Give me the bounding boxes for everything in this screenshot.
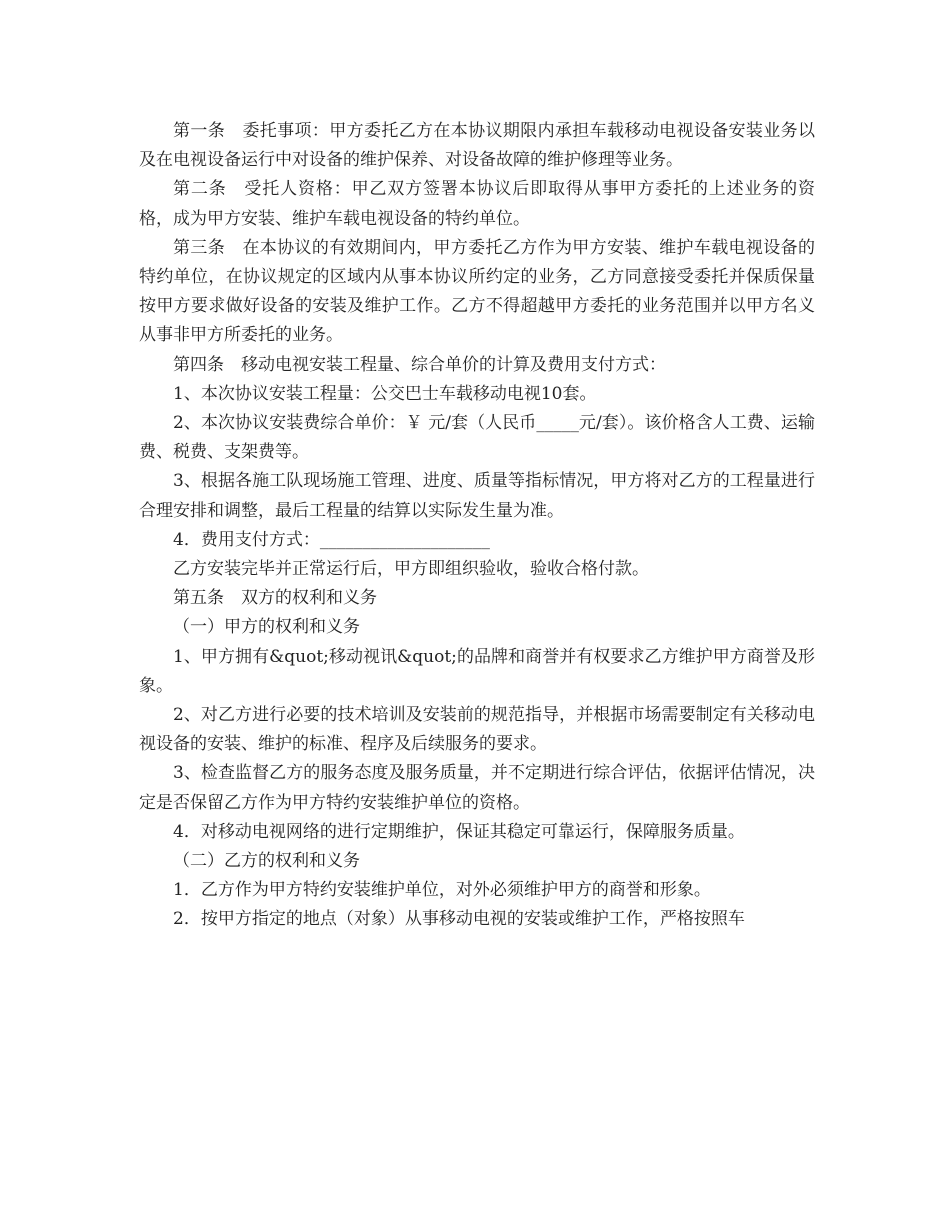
clause-4-heading: 第四条 移动电视安装工程量、综合单价的计算及费用支付方式： [173, 354, 666, 375]
party-a-item-4: 4．对移动电视网络的进行定期维护，保证其稳定可靠运行，保障服务质量。 [173, 821, 745, 842]
clause-4-item-3: 3、根据各施工队现场施工管理、进度、质量等指标情况，甲方将对乙方的工程量进行合理安排和调整，最后工程量的结算以实际发生量为准。 [139, 471, 815, 521]
clause-4-item-1: 1、本次协议安装工程量：公交巴士车载移动电视10套。 [173, 383, 597, 404]
party-b-item-2: 2．按甲方指定的地点（对象）从事移动电视的安装或维护工作，严格按照车 [173, 909, 745, 930]
party-b-item-1: 1．乙方作为甲方特约安装维护单位，对外必须维护甲方的商誉和形象。 [173, 880, 711, 901]
clause-2: 第二条 受托人资格：甲乙双方签署本协议后即取得从事甲方委托的上述业务的资格，成为甲方安装、维护车载电视设备的特约单位。 [139, 179, 815, 229]
party-a-heading: （一）甲方的权利和义务 [173, 617, 360, 638]
payment-note: 乙方安装完毕并正常运行后，甲方即组织验收，验收合格付款。 [173, 559, 649, 580]
clause-5-heading: 第五条 双方的权利和义务 [173, 588, 377, 609]
party-b-heading: （二）乙方的权利和义务 [173, 851, 360, 872]
document-body [139, 117, 815, 935]
party-a-item-1: 1、甲方拥有&quot;移动视讯&quot;的品牌和商誉并有权要求乙方维护甲方商誉及形象。 [139, 646, 815, 696]
clause-3: 第三条 在本协议的有效期间内，甲方委托乙方作为甲方安装、维护车载电视设备的特约单位，在协议规定的区域内从事本协议所约定的业务，乙方同意接受委托并保质保量按甲方要求做好设备的安装及维护工作。乙方不得超越甲方委托的业务范围并以甲方名义从事非甲方所委托的业务。 [139, 237, 815, 346]
clause-1: 第一条 委托事项：甲方委托乙方在本协议期限内承担车载移动电视设备安装业务以及在电视设备运行中对设备的维护保养、对设备故障的维护修理等业务。 [139, 121, 815, 171]
clause-4-item-4: 4．费用支付方式：____________________ [173, 529, 490, 550]
clause-4-item-2: 2、本次协议安装费综合单价：￥ 元/套（人民币_____元/套）。该价格含人工费、运输费、税费、支架费等。 [139, 413, 815, 463]
party-a-item-3: 3、检查监督乙方的服务态度及服务质量，并不定期进行综合评估，依据评估情况，决定是否保留乙方作为甲方特约安装维护单位的资格。 [139, 763, 815, 813]
party-a-item-2: 2、对乙方进行必要的技术培训及安装前的规范指导，并根据市场需要制定有关移动电视设备的安装、维护的标准、程序及后续服务的要求。 [139, 705, 815, 755]
